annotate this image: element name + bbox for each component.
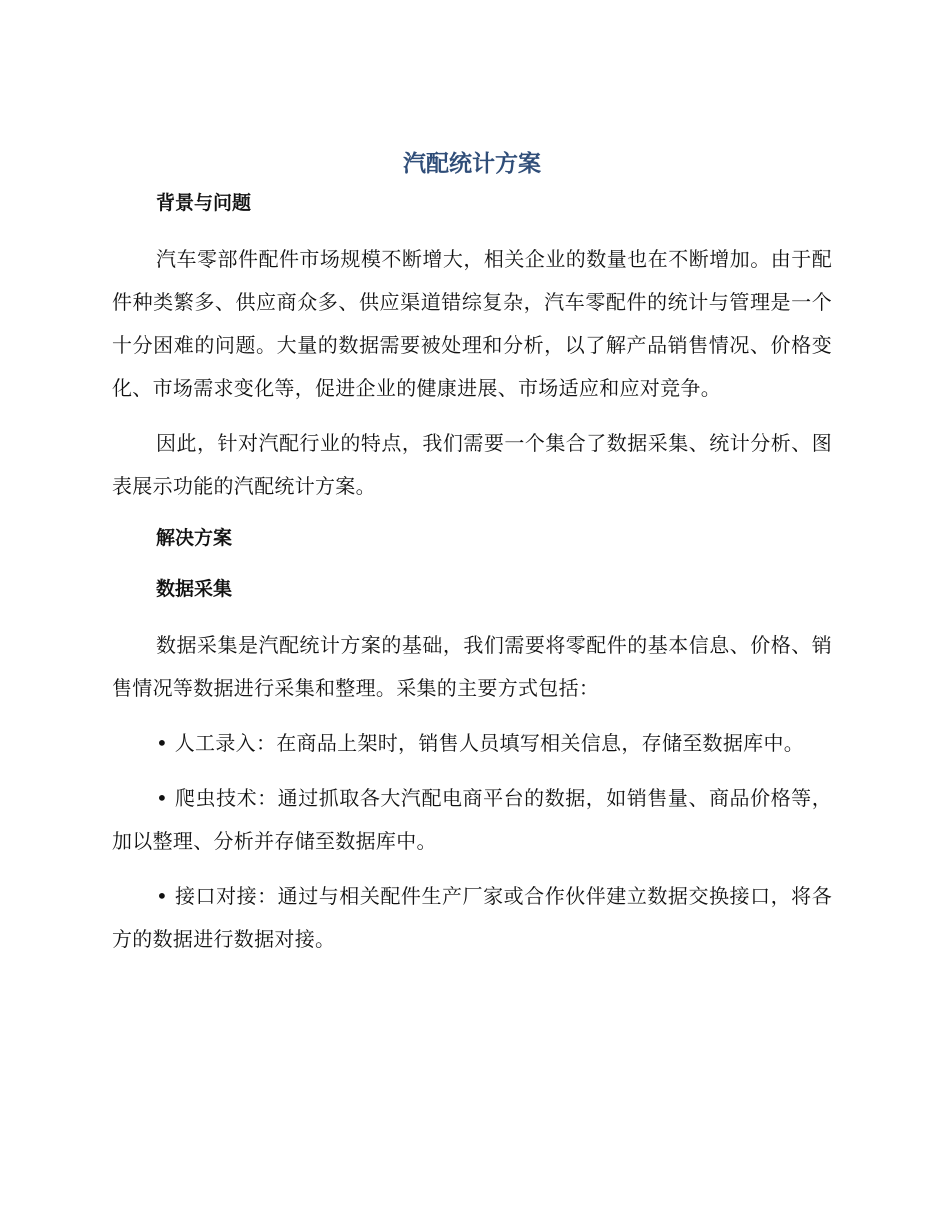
bullet-api-integration: • 接口对接：通过与相关配件生产厂家或合作伙伴建立数据交换接口，将各方的数据进行数据对接。 — [112, 884, 832, 951]
bullet-manual-entry: • 人工录入：在商品上架时，销售人员填写相关信息，存储至数据库中。 — [156, 731, 805, 755]
document-content — [112, 145, 832, 973]
bullet-crawler: • 爬虫技术：通过抓取各大汽配电商平台的数据，如销售量、商品价格等，加以整理、分析并存储至数据库中。 — [112, 786, 832, 853]
paragraph-data-collection: 数据采集是汽配统计方案的基础，我们需要将零配件的基本信息、价格、销售情况等数据进行采集和整理。采集的主要方式包括： — [112, 633, 832, 700]
paragraph-need: 因此，针对汽配行业的特点，我们需要一个集合了数据采集、统计分析、图表展示功能的汽配统计方案。 — [112, 431, 832, 498]
section-heading-background: 背景与问题 — [156, 192, 252, 214]
section-heading-solution: 解决方案 — [156, 527, 233, 549]
document-title: 汽配统计方案 — [403, 151, 541, 177]
paragraph-background: 汽车零部件配件市场规模不断增大，相关企业的数量也在不断增加。由于配件种类繁多、供应商众多、供应渠道错综复杂，汽车零配件的统计与管理是一个十分困难的问题。大量的数据需要被处理和分析，以了解产品销售情况、价格变化、市场需求变化等，促进企业的健康进展、市场适应和应对竞争。 — [112, 247, 832, 400]
subsection-heading-data-collection: 数据采集 — [156, 578, 233, 600]
